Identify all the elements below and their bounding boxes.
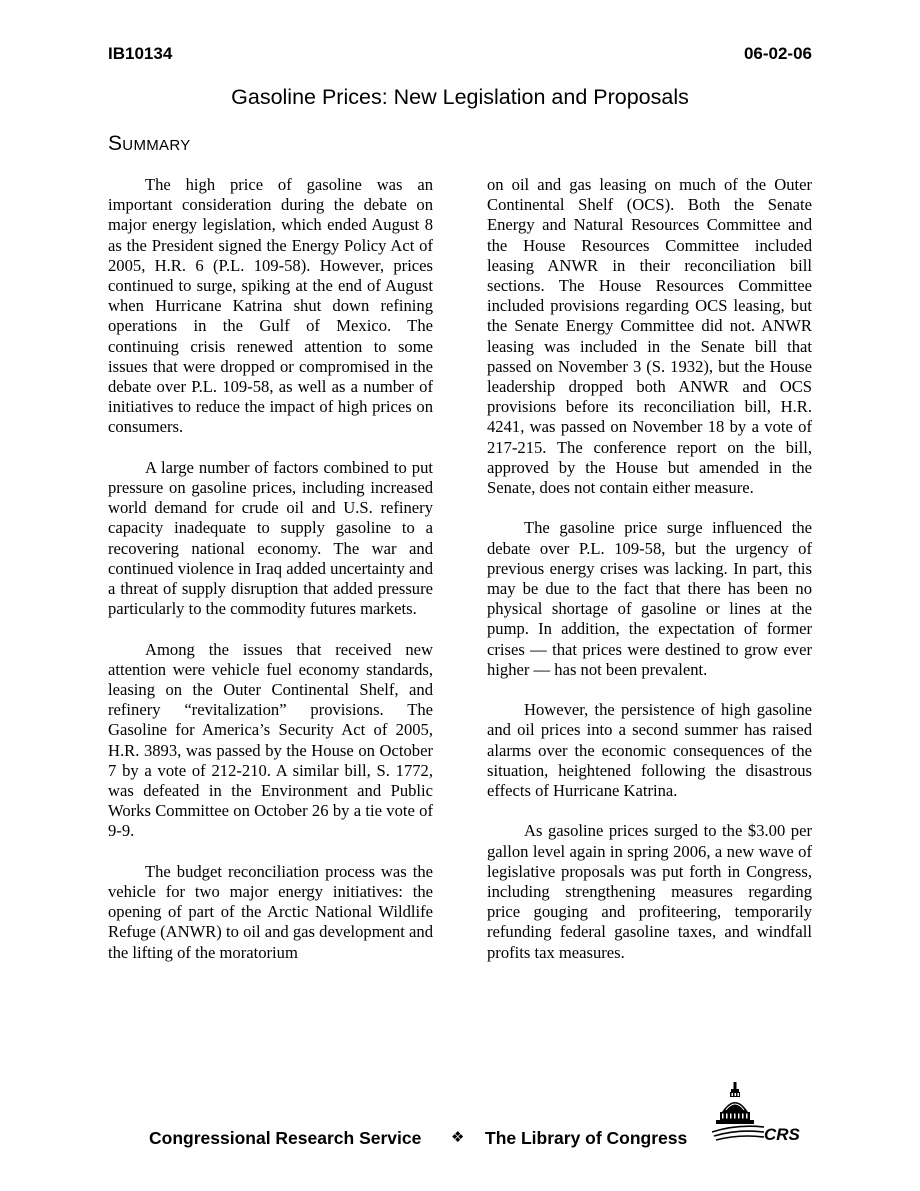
footer-separator: ❖ [451, 1129, 465, 1146]
footer-crs-name: Congressional Research Service [149, 1128, 422, 1148]
paragraph: As gasoline prices surged to the $3.00 per gallon level again in spring 2006, a new wave of legislative proposals was put forth in Congress, including strengthening measures regarding price gouging and profiteering, temporarily refunding federal gasoline taxes, and windfall profits tax measures. [487, 821, 812, 962]
report-id: IB10134 [108, 44, 173, 63]
crs-logo-text: CRS [764, 1125, 800, 1144]
paragraph: The high price of gasoline was an important consideration during the debate on major energy legislation, which ended August 8 as the President signed the Energy Policy Act of 2005, H.R. 6 (P.L. 109-58). However, prices continued to surge, spiking at the end of August when Hurricane Katrina shut down refining operations in the Gulf of Mexico. The continuing crisis renewed attention to some issues that were dropped or compromised in the debate over P.L. 109-58, as well as a number of initiatives to reduce the impact of high prices on consumers. [108, 175, 433, 437]
summary-right-column [487, 175, 812, 983]
footer-library-name: The Library of Congress [485, 1128, 688, 1148]
paragraph: A large number of factors combined to put pressure on gasoline prices, including increased world demand for crude oil and U.S. refinery capacity inadequate to supply gasoline to a recovering national economy. The war and continued violence in Iraq added uncertainty and a threat of supply disruption that added pressure particularly to the commodity futures markets. [108, 457, 433, 619]
paragraph: The gasoline price surge influenced the debate over P.L. 109-58, but the urgency of previous energy crises was lacking. In part, this may be due to the fact that there has been no physical shortage of gasoline or lines at the pump. In addition, the expectation of former crises — that prices were destined to grow ever higher — has not been prevalent. [487, 518, 812, 679]
paragraph: However, the persistence of high gasoline and oil prices into a second summer has raised alarms over the economic consequences of the situation, heightened following the disastrous effects of Hurricane Katrina. [487, 700, 812, 801]
report-date: 06-02-06 [743, 44, 812, 63]
section-heading-summary: Summary [108, 132, 191, 155]
page-title: Gasoline Prices: New Legislation and Proposals [231, 85, 689, 109]
paragraph: Among the issues that received new attention were vehicle fuel economy standards, leasing on the Outer Continental Shelf, and refinery “revitalization” provisions. The Gasoline for America’s Security Act of 2005, H.R. 3893, was passed by the House on October 7 by a vote of 212-210. A similar bill, S. 1772, was defeated in the Environment and Public Works Committee on October 26 by a tie vote of 9-9. [108, 639, 433, 841]
paragraph: The budget reconciliation process was the vehicle for two major energy initiatives: the opening of part of the Arctic National Wildlife Refuge (ANWR) to oil and gas development and the lifting of the moratorium [108, 861, 433, 962]
paragraph-continuation: on oil and gas leasing on much of the Outer Continental Shelf (OCS). Both the Senate Energy and Natural Resources Committee and the House Resources Committee included leasing ANWR in their reconciliation bill sections. The House Resources Committee included provisions regarding OCS leasing, but the Senate Energy Committee did not. ANWR leasing was included in the Senate bill that passed on November 3 (S. 1932), but the House leadership dropped both ANWR and OCS provisions before its reconciliation bill, H.R. 4241, was passed on November 18 by a vote of 217-215. The conference report on the bill, approved by the House but amended in the Senate, does not contain either measure. [487, 175, 812, 498]
summary-left-column [108, 175, 433, 983]
